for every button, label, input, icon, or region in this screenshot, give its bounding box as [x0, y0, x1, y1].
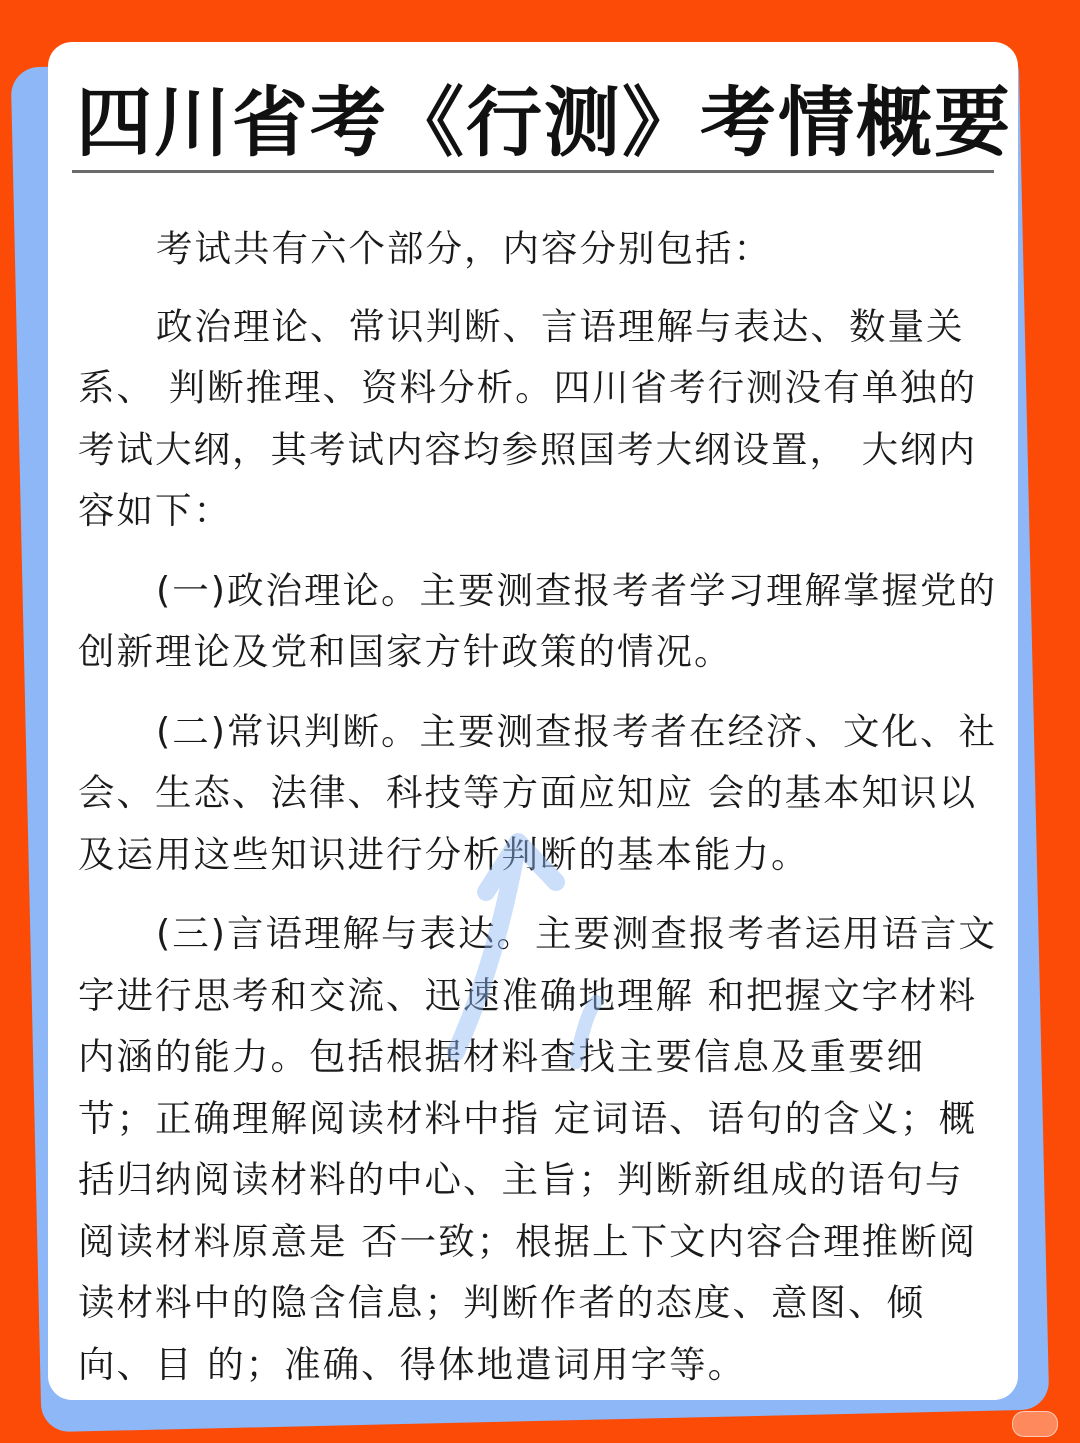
- content-card: [48, 42, 1018, 1400]
- paragraph-common-sense: (二)常识判断。主要测查报考者在经济、文化、社会、生态、法律、科技等方面应知应 会的基本知识以及运用这些知识进行分析判断的基本能力。: [78, 709, 997, 876]
- faint-arrow-icon: [426, 812, 646, 1092]
- paragraph-intro: 考试共有六个部分，内容分别包括：: [156, 227, 772, 270]
- paragraph-sections-overview: 政治理论、常识判断、言语理解与表达、数量关系、 判断推理、资料分析。四川省考行测没有单独的考试大纲，其考试内容均参照国考大纲设置， 大纲内容如下：: [78, 304, 978, 532]
- paragraph-political-theory: (一)政治理论。主要测查报考者学习理解掌握党的创新理论及党和国家方针政策的情况。: [78, 568, 997, 673]
- page-title: 四川省考《行测》考情概要: [76, 78, 1012, 167]
- paragraph-verbal-comprehension: (三)言语理解与表达。主要测查报考者运用语言文字进行思考和交流、迅速准确地理解 和把握文字材料内涵的能力。包括根据材料查找主要信息及重要细节；正确理解阅读材料中指 定词语、语句的含义；概括归纳阅读材料的中心、主旨；判断新组成的语句与阅读材料原意是 否一致；根据上下文内容合理推断阅读材料中的隐含信息；判断作者的态度、意图、倾向、目 的；准确、得体地遣词用字等。: [78, 912, 997, 1386]
- watermark-badge: [1012, 1411, 1058, 1437]
- title-divider: [72, 170, 994, 173]
